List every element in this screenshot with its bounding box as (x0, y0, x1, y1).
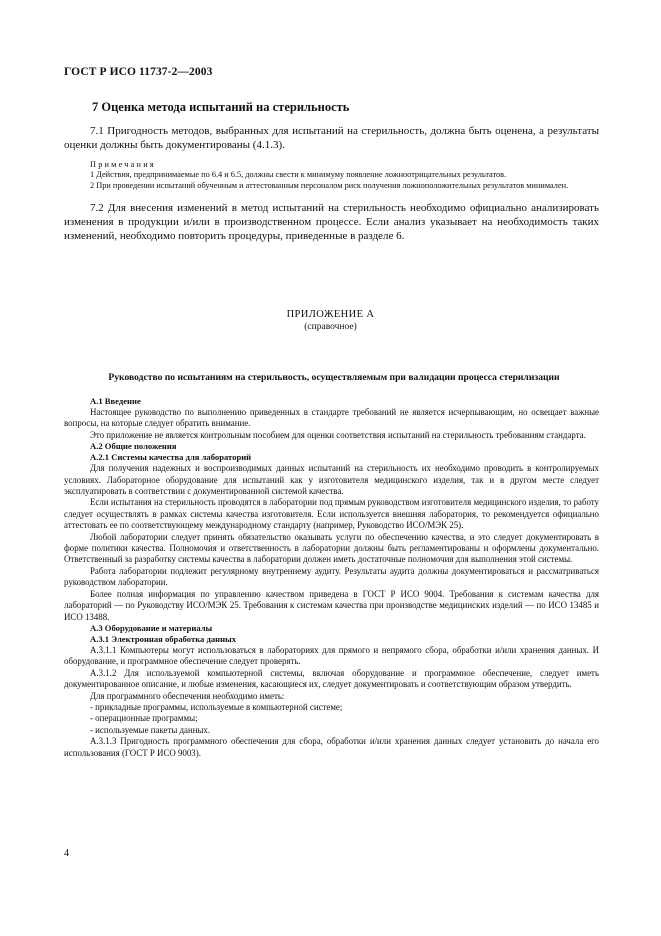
section-7-title: 7 Оценка метода испытаний на стерильность (92, 100, 350, 114)
paragraph-7-1: 7.1 Пригодность методов, выбранных для испытаний на стерильность, должна быть оценена, а результаты оценки должны быть документированы (4.1.3). (64, 125, 599, 151)
guide-title: Руководство по испытаниям на стерильность, осуществляемым при валидации процесса стерилизации (108, 372, 560, 383)
paragraph-7-2: 7.2 Для внесения изменений в метод испытаний на стерильность необходимо официально анализировать изменения в продукции и/или в производственном процессе. Если анализ указывает на необходимость таких изменений, необходимо повторить процедуры, приведенные в разделе 6. (64, 201, 599, 242)
notes-heading: Примечания (90, 160, 156, 169)
section-7-body (64, 124, 599, 243)
note-1: 1 Действия, предпринимаемые по 6.4 и 6.5, должны свести к минимуму появление ложноотрицательных результатов. (90, 170, 507, 179)
software-item: - используемые пакеты данных. (90, 724, 211, 735)
a1-paragraph-1: Настоящее руководство по выполнению приведенных в стандарте требований не является исчерпывающим, но освещает важные вопросы, на которые следует обратить внимание. (64, 407, 599, 429)
appendix-subtitle: (справочное) (304, 322, 357, 332)
note-2: 2 При проведении испытаний обученным и аттестованным персоналом риск получения ложноположительных результатов минимален. (90, 180, 569, 190)
heading-a2-1: А.2.1 Системы качества для лабораторий (90, 452, 252, 463)
a1-paragraph-2: Это приложение не является контрольным пособием для оценки соответствия испытаний на стерильность требованиям стандарта. (90, 429, 586, 440)
appendix-title: ПРИЛОЖЕНИЕ А (286, 309, 375, 320)
a311-paragraph: А.3.1.1 Компьютеры могут использоваться в лабораториях для прямого и непрямого сбора, обработки и/или хранения данных. И оборудование, и программное обеспечение следует проверять. (64, 644, 599, 667)
heading-a2: А.2 Общие положения (90, 441, 177, 452)
a313-paragraph: А.3.1.3 Пригодность программного обеспечения для сбора, обработки и/или хранения данных следует установить до начала его использования (ГОСТ Р ИСО 9003). (64, 736, 599, 758)
software-item: - прикладные программы, используемые в компьютерной системе; (90, 701, 343, 712)
a21-paragraph-1: Для получения надежных и воспроизводимых данных испытаний на стерильность их необходимо проводить в контролируемых условиях. Лабораторное оборудование для испытаний как у изготовителя медицинского изделия, так и в другом месте следует эксплуатировать в соответствии с документированной системой качества. (64, 463, 599, 497)
software-intro: Для программного обеспечения необходимо иметь: (90, 690, 285, 701)
heading-a3: А.3 Оборудование и материалы (90, 622, 213, 633)
a21-paragraph-3: Любой лаборатории следует принять обязательство оказывать услуги по обеспечению качества, и это следует документировать в форме политики качества. Полномочия и ответственность в лаборатории должны быть регламентированы и оформлены документально. Ответственный за разработку системы качества в лаборатории должен иметь достаточные полномочия для выполнения этой системы. (64, 531, 599, 565)
page-number: 4 (64, 848, 69, 859)
a21-paragraph-4: Работа лаборатории подлежит регулярному внутреннему аудиту. Результаты аудита должны документироваться и рассматриваться руководством лаборатории. (64, 565, 599, 588)
document-header: ГОСТ Р ИСО 11737-2—2003 (64, 66, 213, 78)
software-item: - операционные программы; (90, 713, 198, 724)
a312-paragraph: А.3.1.2 Для используемой компьютерной системы, включая оборудование и программное обеспечение, следует иметь документированное описание, и любые изменения, касающиеся их, следует документировать и соответствующим образом утвердить. (64, 667, 599, 690)
appendix-body (64, 396, 599, 759)
heading-a3-1: А.3.1 Электронная обработка данных (90, 633, 237, 644)
a21-paragraph-2: Если испытания на стерильность проводятся в лаборатории под прямым руководством изготовителя медицинского изделия, то работу следует осуществлять в рамках системы качества изготовителя. Если используется внешняя лаборатория, то рекомендуется официально аттестовать ее по соответствующему международному стандарту (например, Руководство ИСО/МЭК 25). (64, 497, 599, 531)
a21-paragraph-5: Более полная информация по управлению качеством приведена в ГОСТ Р ИСО 9004. Требования к системам качества для лабораторий — по Руководству ИСО/МЭК 25. Требования к системам качества при производстве медицинских изделий — по ИСО 13485 и ИСО 13488. (64, 588, 599, 622)
heading-a1: А.1 Введение (90, 396, 141, 406)
